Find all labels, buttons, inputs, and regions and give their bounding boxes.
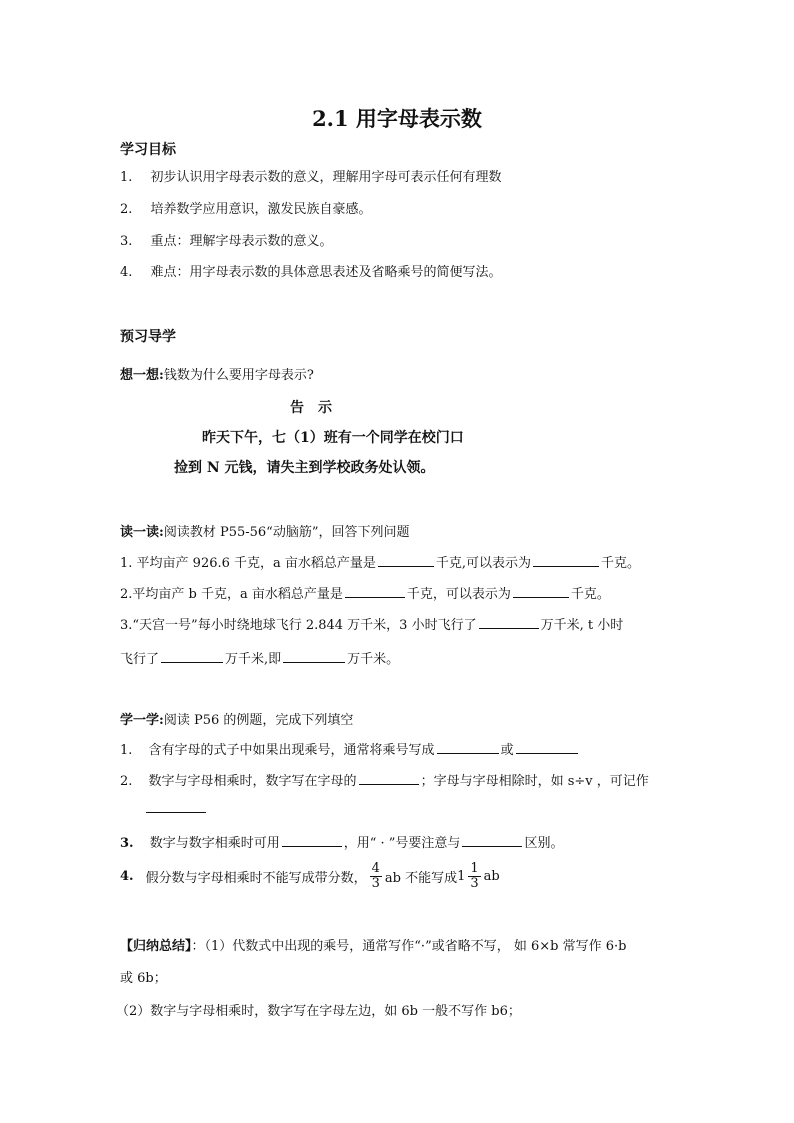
answer-blank[interactable]	[161, 650, 223, 663]
read-intro	[120, 521, 409, 540]
learn-item-2-blank	[144, 800, 208, 817]
objective-number: 1.	[120, 170, 133, 185]
question-text: 飞行了	[120, 652, 160, 667]
question-text: 万千米,即	[225, 652, 282, 667]
mixed-whole: 1	[457, 868, 466, 884]
objective-text: 培养数学应用意识，激发民族自豪感。	[150, 202, 372, 217]
question-text: 3.“天宫一号”每小时绕地球飞行 2.844 万千米，3 小时飞行了	[120, 618, 477, 633]
answer-blank[interactable]	[283, 650, 345, 663]
item-text: 数字与数字相乘时可用	[149, 836, 280, 851]
learn-item-3	[120, 832, 563, 851]
objective-number: 2.	[120, 202, 133, 217]
read-question-3	[120, 614, 623, 633]
answer-blank[interactable]	[146, 800, 206, 813]
notice-title: 告 示	[290, 400, 332, 416]
fraction-numerator: 1	[470, 860, 479, 876]
item-number: 4.	[120, 868, 134, 884]
answer-blank[interactable]	[513, 585, 569, 598]
question-text: 万千米。	[347, 652, 400, 667]
question-text: 万千米, t 小时	[540, 618, 624, 633]
read-label: 读一读:	[120, 525, 164, 540]
answer-blank[interactable]	[516, 741, 578, 754]
objective-item-2	[120, 198, 372, 217]
item-text: 区别。	[524, 836, 564, 851]
answer-blank[interactable]	[479, 616, 539, 629]
answer-blank[interactable]	[359, 772, 419, 785]
notice-line-1: 昨天下午，七（1）班有一个同学在校门口	[202, 430, 464, 446]
item-number: 2.	[120, 774, 133, 789]
answer-blank[interactable]	[378, 554, 434, 567]
read-question-2	[120, 583, 610, 602]
learn-item-2	[120, 770, 649, 789]
summary-line-3: （2）数字与字母相乘时，数字写在字母左边，如 6b 一般不写作 b6；	[116, 1004, 521, 1019]
item-text: 含有字母的式子中如果出现乘号，通常将乘号写成	[148, 743, 435, 758]
think-text: 钱数为什么要用字母表示?	[163, 368, 314, 383]
read-question-3-cont	[120, 648, 399, 667]
preview-heading: 预习导学	[120, 329, 176, 345]
question-text: 千克,可以表示为	[435, 556, 532, 571]
objective-number: 3.	[120, 234, 133, 249]
item-text: ；字母与字母相除时，如 s÷v ，可记作	[420, 774, 649, 789]
question-text: 千克。	[601, 556, 641, 571]
fraction-numerator: 4	[371, 860, 380, 876]
page-title: 2.1 用字母表示数	[312, 106, 482, 131]
objective-text: 初步认识用字母表示数的意义，理解用字母可表示任何有理数	[150, 170, 502, 185]
item-number: 3.	[120, 836, 134, 851]
learn-intro	[120, 709, 353, 728]
question-text: 1. 平均亩产 926.6 千克，a 亩水稻总产量是	[120, 556, 376, 571]
mixed-number	[457, 862, 484, 891]
question-text: 2.平均亩产 b 千克，a 亩水稻总产量是	[120, 587, 343, 602]
item-text: ab	[483, 868, 500, 884]
learn-intro-text: 阅读 P56 的例题，完成下列填空	[163, 713, 354, 728]
fraction-denominator: 3	[470, 875, 479, 891]
fraction-four-thirds	[370, 862, 382, 891]
item-text: ab 不能写成	[384, 870, 458, 886]
learn-item-1	[120, 739, 580, 758]
read-question-1	[120, 552, 640, 571]
item-text: 或	[500, 743, 514, 758]
item-text: 假分数与字母相乘时不能写成带分数，	[145, 870, 367, 886]
summary-line-1	[120, 935, 626, 954]
summary-text: ：（1）代数式中出现的乘号，通常写作“·”或省略不写， 如 6×b 常写作 6·b	[191, 939, 627, 954]
question-text: 千克。	[570, 587, 610, 602]
think-line	[120, 364, 314, 383]
item-number: 1.	[120, 743, 133, 758]
learn-label: 学一学:	[120, 713, 164, 728]
objectives-heading: 学习目标	[120, 142, 176, 158]
read-intro-text: 阅读教材 P55-56“动脑筋”，回答下列问题	[163, 525, 410, 540]
question-text: 千克，可以表示为	[406, 587, 511, 602]
answer-blank[interactable]	[533, 554, 599, 567]
learn-item-4	[120, 858, 500, 894]
answer-blank[interactable]	[282, 834, 342, 847]
think-label: 想一想:	[120, 368, 164, 383]
objective-text: 重点：理解字母表示数的意义。	[150, 234, 333, 249]
objective-item-4	[120, 261, 502, 280]
summary-label: 【归纳总结】	[120, 939, 192, 954]
objective-text: 难点：用字母表示数的具体意思表述及省略乘号的简便写法。	[150, 265, 502, 280]
summary-line-2: 或 6b；	[120, 971, 167, 986]
objective-item-1	[120, 166, 502, 185]
fraction-one-third	[468, 862, 480, 891]
answer-blank[interactable]	[462, 834, 522, 847]
answer-blank[interactable]	[437, 741, 499, 754]
objective-number: 4.	[120, 265, 133, 280]
objective-item-3	[120, 230, 333, 249]
answer-blank[interactable]	[345, 585, 405, 598]
item-text: ，用“ · ”号要注意与	[343, 836, 461, 851]
notice-line-2: 捡到 N 元钱，请失主到学校政务处认领。	[174, 460, 435, 476]
item-text: 数字与字母相乘时，数字写在字母的	[148, 774, 357, 789]
fraction-denominator: 3	[371, 875, 380, 891]
